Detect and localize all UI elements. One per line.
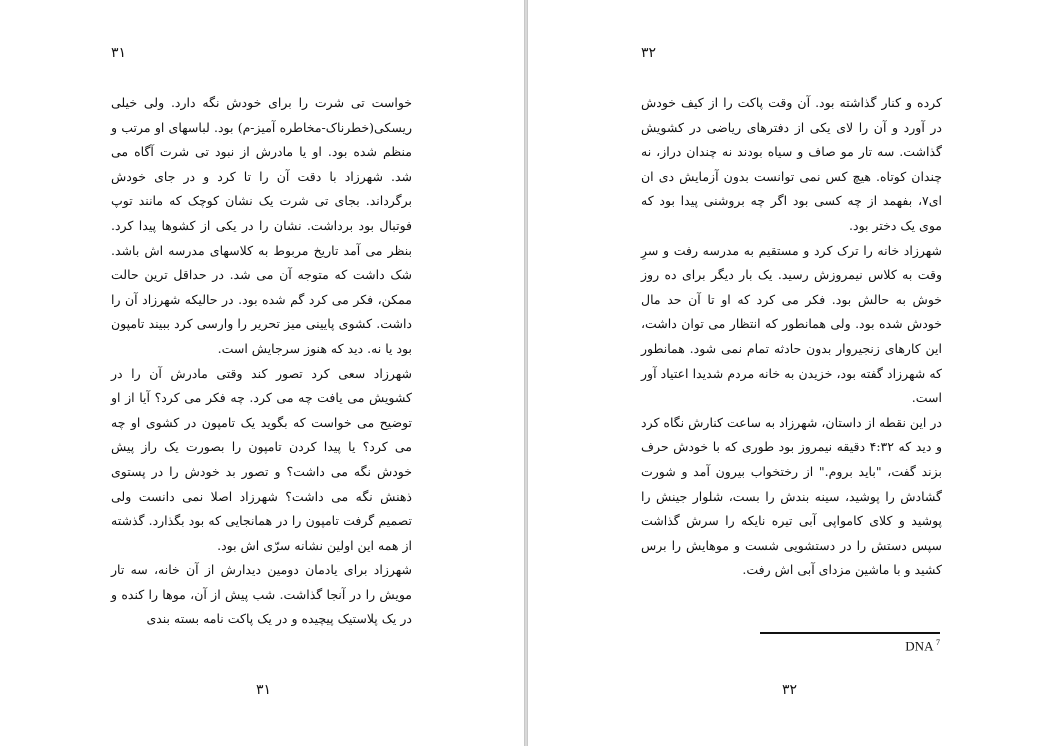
footnote-marker: 7 (936, 638, 940, 647)
footnote-text: DNA (905, 638, 933, 654)
right-page-body (641, 91, 942, 583)
page-number-top: ۳۱ (111, 45, 127, 61)
paragraph: کرده و کنار گذاشته بود. آن وقت پاکت را از کیف خودش در آورد و آن را لای یکی از دفترهای ریاضی در کشویش گذاشت. سه تار مو صاف و سیاه بودند نه چندان دراز، نه چندان کوتاه. هیچ کس نمی توانست بدون آزمایش دی ان ای۷، بفهمد از چه کسی بود اگر چه بروشنی پیدا بود که موی یک دختر بود. (641, 95, 942, 233)
paragraph: در این نقطه از داستان، شهرزاد به ساعت کنارش نگاه کرد و دید که ۴:۳۲ دقیقه نیمروز بود طوری که با خودش حرف بزند گفت، "باید بروم." از رختخواب بیرون آمد و شورت گشادش را پوشید، سینه بندش را بست، شلوار جینش را پوشید و کلای کامواپی آبی تیره نایکه را سرش گذاشت سپس دستش را در دستشویی شست و موهایش را برس کشید و با ماشین مزدای آبی اش رفت. (641, 414, 942, 578)
paragraph: شهرزاد خانه را ترک کرد و مستقیم به مدرسه رفت و سرِ وقت به کلاس نیمروزش رسید. یک بار دیگر برای ده روز خوش به حالش بود. فکر می کرد که او تا آن حد مال خودش شده بود. ولی همانطور که انتظار می توان داشت، این کارهای زنجیروار بدون حادثه تمام نمی شود. همانطور که شهرزاد گفته بود، خزیدن به خانه مردم شدیدا اعتیاد آور است. (641, 242, 942, 406)
footnote-separator (760, 632, 940, 634)
page-number-bottom: ۳۲ (782, 682, 798, 698)
paragraph: شهرزاد برای یادمان دومین دیدارش از آن خانه، سه تار مویش را در آنجا گذاشت. شب پیش از آن، موها را کنده و در یک پلاستیک پیچیده و در یک پاکت نامه بسته بندی (111, 562, 412, 627)
paragraph: خواست تی شرت را برای خودش نگه دارد. ولی خیلی ریسکی(خطرناک-مخاطره آمیز-م) بود. لباسهای او مرتب و منظم شده بود. او یا مادرش از نبود تی شرت آگاه می شد. شهرزاد با دقت آن را تا کرد و در جای خودش برگرداند. بجای تی شرت یک نشان کوچک که مانند توپ فوتبال بود برداشت. نشان را در یکی از کشوها پیدا کرد. بنظر می آمد تاریخ مربوط به کلاسهای مدرسه اش باشد. شک داشت که متوجه آن می شد. در حداقل ترین حالت ممکن، فکر می کرد گم شده بود. در حالیکه شهرزاد آن را داشت. کشوی پایینی میز تحریر را وارسی کرد ببیند تامپون بود یا نه. دید که هنوز سرجایش است. (111, 95, 412, 356)
right-page (527, 0, 1056, 746)
page-number-bottom: ۳۱ (256, 682, 272, 698)
left-page-body (111, 91, 412, 632)
footnote (828, 638, 940, 654)
page-number-top: ۳۲ (641, 45, 657, 61)
paragraph: شهرزاد سعی کرد تصور کند وقتی مادرش آن را در کشویش می یافت چه می کرد. چه فکر می کرد؟ آیا از او توضیح می خواست که بگوید یک تامپون در کشوی او چه می کرد؟ یا پیدا کردن تامپون را بصورت یک راز پیش خودش نگه می داشت؟ و تصور بد خودش را در پستوی ذهنش نگه می داشت؟ شهرزاد اصلا نمی دانست ولی تصمیم گرفت تامپون را در همانجایی که بود بگذارد. گذشته از همه این اولین نشانه سرّی اش بود. (111, 365, 412, 553)
left-page (0, 0, 525, 746)
